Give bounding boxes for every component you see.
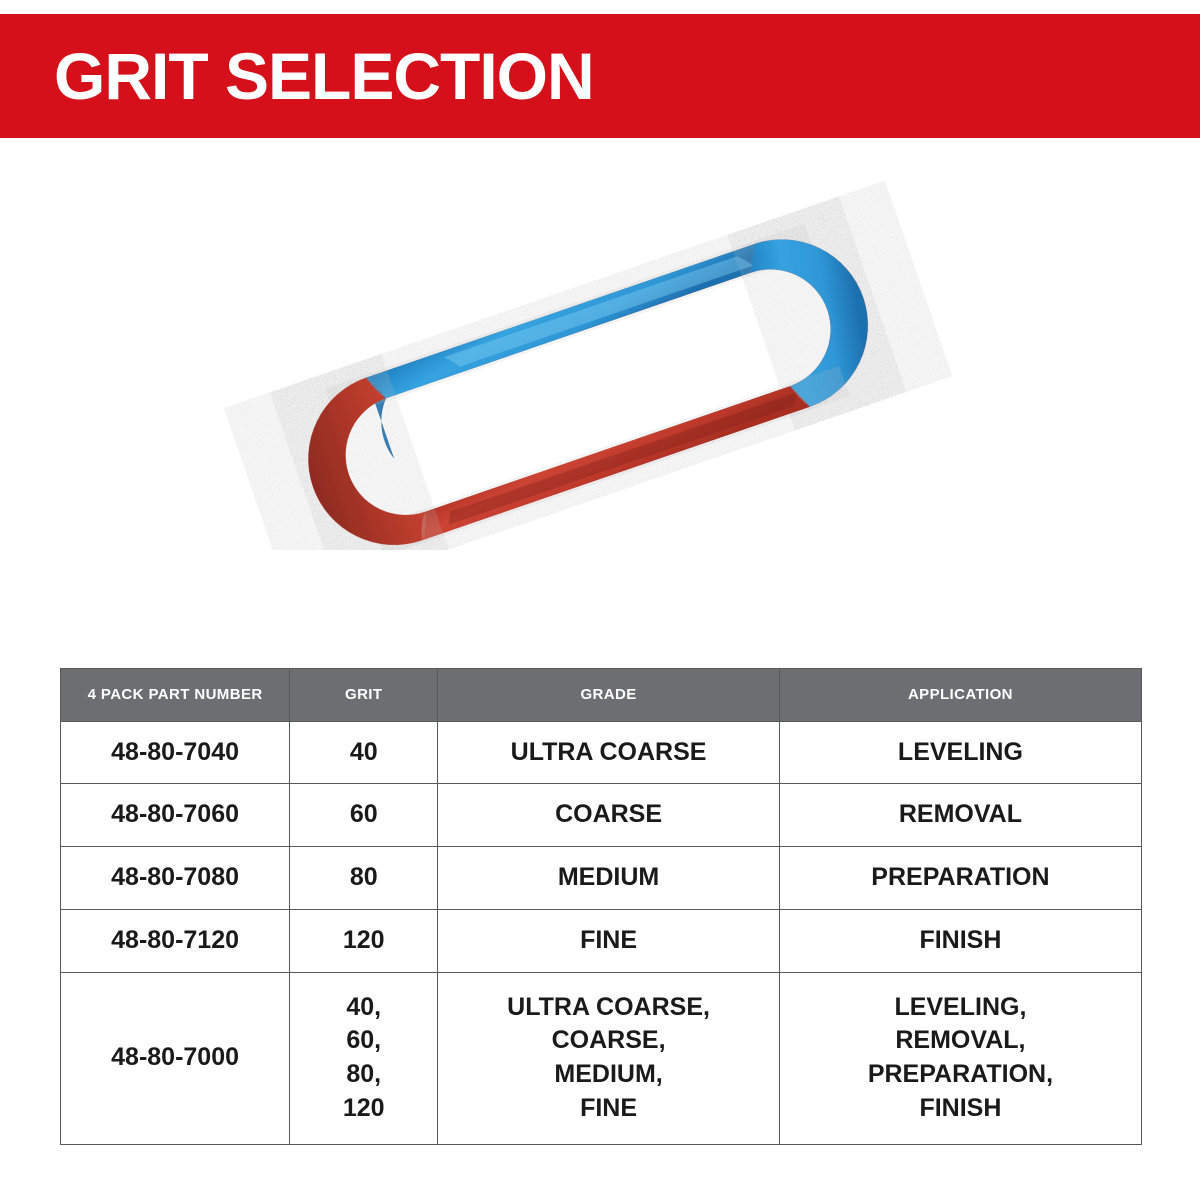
grade-line: FINE [580, 1093, 638, 1122]
cell-part-number: 48-80-7060 [61, 784, 290, 847]
table-row [61, 784, 1142, 847]
application-line: PREPARATION, [867, 1060, 1054, 1088]
product-image-area [0, 150, 1200, 650]
table-row [61, 847, 1142, 910]
cell-application: REMOVAL [779, 784, 1141, 847]
grit-line: 40, [346, 992, 382, 1021]
grit-selection-table [60, 668, 1142, 1145]
cell-application: FINISH [779, 909, 1141, 972]
column-header-part-number: 4 PACK PART NUMBER [61, 669, 290, 722]
cell-application [779, 972, 1141, 1144]
cell-grade: FINE [438, 909, 780, 972]
grade-line: MEDIUM, [554, 1060, 663, 1088]
application-line: REMOVAL, [895, 1026, 1026, 1055]
application-line: FINISH [919, 1093, 1002, 1122]
table-row [61, 909, 1142, 972]
column-header-grit: GRIT [290, 669, 438, 722]
column-header-grade: GRADE [438, 669, 780, 722]
application-line: LEVELING, [894, 992, 1027, 1021]
cell-grit: 120 [290, 909, 438, 972]
cell-part-number: 48-80-7080 [61, 847, 290, 910]
header-banner [0, 14, 1200, 138]
cell-grade: MEDIUM [438, 847, 780, 910]
page-title: GRIT SELECTION [54, 39, 594, 113]
grit-line: 60, [346, 1026, 382, 1055]
grit-line: 80, [346, 1060, 382, 1088]
table-row-multipack [61, 972, 1142, 1144]
cell-grit: 60 [290, 784, 438, 847]
table-header-row [61, 669, 1142, 722]
cell-part-number: 48-80-7120 [61, 909, 290, 972]
grit-line: 120 [342, 1093, 385, 1122]
cell-grade: ULTRA COARSE [438, 721, 780, 784]
cell-part-number: 48-80-7040 [61, 721, 290, 784]
cell-grit [290, 972, 438, 1144]
grit-selection-table-wrapper [60, 668, 1142, 1145]
column-header-application: APPLICATION [779, 669, 1141, 722]
grade-line: COARSE, [551, 1026, 666, 1055]
grade-line: ULTRA COARSE, [507, 992, 710, 1021]
cell-part-number: 48-80-7000 [61, 972, 290, 1144]
cell-grade [438, 972, 780, 1144]
cell-application: LEVELING [779, 721, 1141, 784]
cell-grit: 40 [290, 721, 438, 784]
cell-grit: 80 [290, 847, 438, 910]
sanding-belt-image [220, 150, 980, 550]
cell-application: PREPARATION [779, 847, 1141, 910]
cell-grade: COARSE [438, 784, 780, 847]
table-row [61, 721, 1142, 784]
